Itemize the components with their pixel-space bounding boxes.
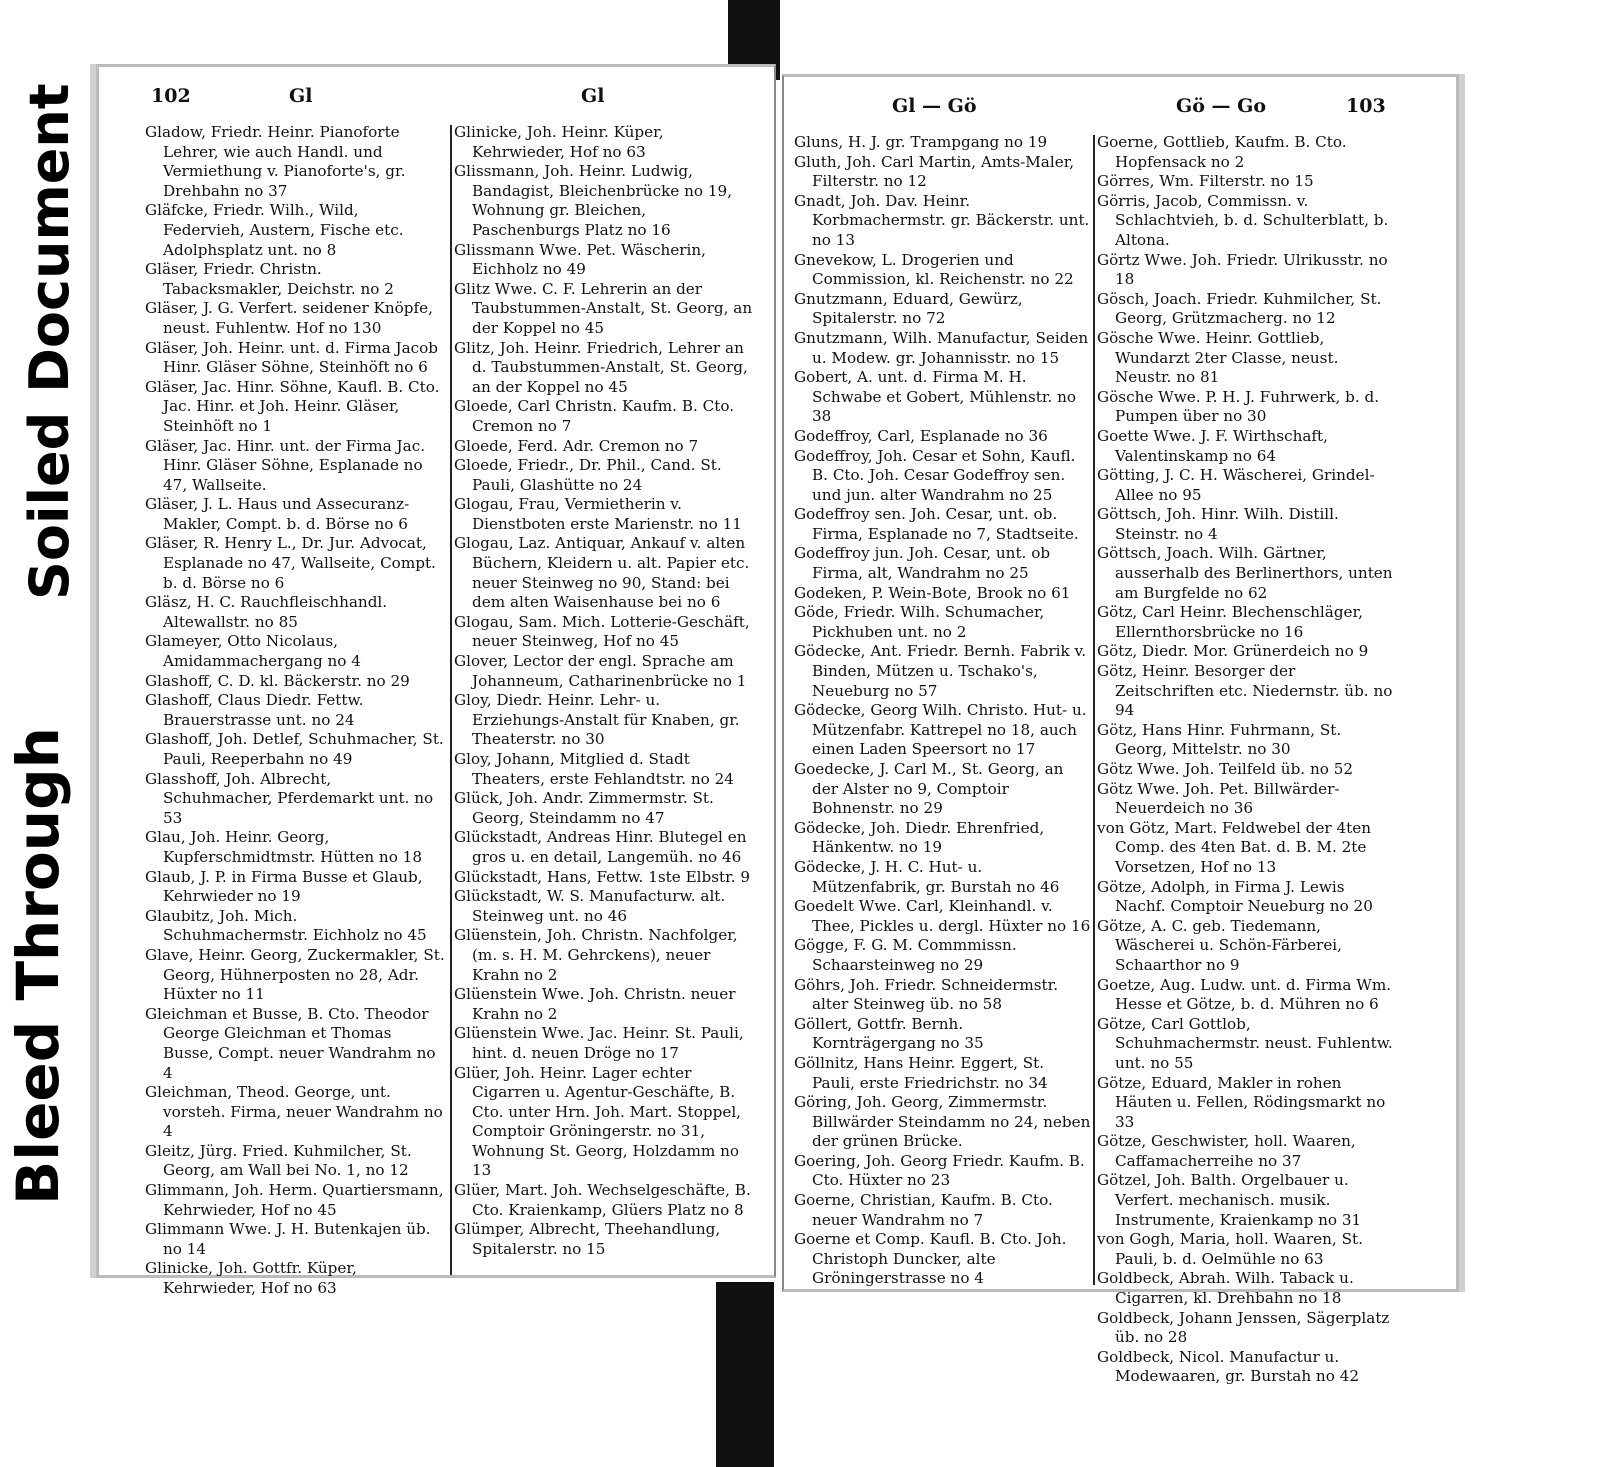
- directory-entry: Gläser, Jac. Hinr. Söhne, Kaufl. B. Cto. Jac. Hinr. et Joh. Heinr. Gläser, Steinhöft no 1: [145, 377, 440, 435]
- directory-entry: Gnevekow, L. Drogerien und Commission, kl. Reichenstr. no 22: [794, 250, 1074, 289]
- directory-entry: Glümper, Albrecht, Theehandlung, Spitalerstr. no 15: [454, 1220, 721, 1258]
- directory-entry: Goldbeck, Johann Jenssen, Sägerplatz üb. no 28: [1097, 1308, 1390, 1347]
- page-number: 103: [1346, 95, 1386, 117]
- column-rule: [1093, 135, 1095, 1285]
- directory-entry: Gödecke, Georg Wilh. Christo. Hut- u. Mützenfabr. Kattrepel no 18, auch einen Laden Speersort no 17: [794, 701, 1087, 759]
- directory-entry: Görtz Wwe. Joh. Friedr. Ulrikusstr. no 18: [1097, 250, 1388, 289]
- directory-entry: Goedelt Wwe. Carl, Kleinhandl. v. Thee, Pickles u. dergl. Hüxter no 16: [794, 897, 1091, 935]
- directory-entry: Godeken, P. Wein-Bote, Brook no 61: [794, 583, 1071, 602]
- directory-entry: Goerne, Gottlieb, Kaufm. B. Cto. Hopfensack no 2: [1097, 133, 1347, 171]
- directory-entry: Gleichman et Busse, B. Cto. Theodor George Gleichman et Thomas Busse, Compt. neuer Wandrahm no 4: [145, 1004, 436, 1082]
- directory-entry: Görris, Jacob, Commissn. v. Schlachtvieh, b. d. Schulterblatt, b. Altona.: [1097, 191, 1389, 249]
- spine-strip-bottom: [716, 1282, 774, 1467]
- directory-entry: Gläfcke, Friedr. Wilh., Wild, Federvieh, Austern, Fische etc. Adolphsplatz unt. no 8: [145, 201, 404, 259]
- directory-entry: Gladow, Friedr. Heinr. Pianoforte Lehrer, wie auch Handl. und Vermiethung v. Pianoforte's, gr. Drehbahn no 37: [145, 123, 406, 200]
- directory-entry: Glashoff, Joh. Detlef, Schuhmacher, St. Pauli, Reeperbahn no 49: [145, 730, 444, 768]
- directory-entry: Gnadt, Joh. Dav. Heinr. Korbmachermstr. gr. Bäckerstr. unt. no 13: [794, 191, 1090, 249]
- directory-entry: Goering, Joh. Georg Friedr. Kaufm. B. Cto. Hüxter no 23: [794, 1151, 1085, 1190]
- directory-entry: Gloede, Carl Christn. Kaufm. B. Cto. Cremon no 7: [454, 397, 735, 435]
- directory-entry: Göhrs, Joh. Friedr. Schneidermstr. alter Steinweg üb. no 58: [794, 975, 1059, 1014]
- directory-entry: Götting, J. C. H. Wäscherei, Grindel-Allee no 95: [1097, 466, 1375, 504]
- directory-entry: Glasshoff, Joh. Albrecht, Schuhmacher, Pferdemarkt unt. no 53: [145, 769, 434, 827]
- directory-entry: Glashoff, Claus Diedr. Fettw. Brauerstrasse unt. no 24: [145, 691, 364, 729]
- page-number: 102: [151, 85, 191, 107]
- directory-entry: Göde, Friedr. Wilh. Schumacher, Pickhuben unt. no 2: [794, 603, 1045, 641]
- directory-entry: Goedecke, J. Carl M., St. Georg, an der Alster no 9, Comptoir Bohnenstr. no 29: [794, 760, 1064, 818]
- directory-entry: Glaubitz, Joh. Mich. Schuhmachermstr. Eichholz no 45: [145, 906, 427, 945]
- directory-entry: Goldbeck, Abrah. Wilh. Taback u. Cigarren, kl. Drehbahn no 18: [1097, 1269, 1354, 1308]
- directory-entry: Godeffroy, Joh. Cesar et Sohn, Kaufl. B. Cto. Joh. Cesar Godeffroy sen. und jun. alter Wandrahm no 25: [794, 446, 1076, 504]
- directory-entry: Götz, Hans Hinr. Fuhrmann, St. Georg, Mittelstr. no 30: [1097, 720, 1342, 759]
- directory-entry: Götz, Diedr. Mor. Grünerdeich no 9: [1097, 642, 1369, 661]
- directory-entry: Gluth, Joh. Carl Martin, Amts-Maler, Filterstr. no 12: [794, 152, 1075, 191]
- directory-entry: Glitz Wwe. C. F. Lehrerin an der Taubstummen-Anstalt, St. Georg, an der Koppel no 45: [454, 279, 753, 337]
- directory-column: [145, 123, 445, 1298]
- directory-entry: Glückstadt, Hans, Fettw. 1ste Elbstr. 9: [454, 867, 751, 886]
- directory-entry: Götzel, Joh. Balth. Orgelbauer u. Verfert. mechanisch. musik. Instrumente, Kraienkamp no 31: [1097, 1171, 1362, 1229]
- directory-entry: Göttsch, Joach. Wilh. Gärtner, ausserhalb des Berlinerthors, unten am Burgfelde no 62: [1097, 544, 1393, 602]
- directory-entry: Glimmann Wwe. J. H. Butenkajen üb. no 14: [145, 1220, 431, 1258]
- column-rule: [450, 125, 452, 1275]
- directory-entry: Götze, Eduard, Makler in rohen Häuten u. Fellen, Rödingsmarkt no 33: [1097, 1073, 1386, 1131]
- directory-entry: Godeffroy, Carl, Esplanade no 36: [794, 426, 1048, 445]
- directory-entry: Götz, Heinr. Besorger der Zeitschriften etc. Niedernstr. üb. no 94: [1097, 662, 1393, 720]
- directory-entry: Gösche Wwe. Heinr. Gottlieb, Wundarzt 2ter Classe, neust. Neustr. no 81: [1097, 328, 1339, 387]
- directory-entry: Götz Wwe. Joh. Pet. Billwärder-Neuerdeich no 36: [1097, 779, 1340, 818]
- directory-entry: Gläser, J. G. Verfert. seidener Knöpfe, neust. Fuhlentw. Hof no 130: [145, 299, 433, 337]
- directory-entry: Glück, Joh. Andr. Zimmermstr. St. Georg, Steindamm no 47: [454, 789, 714, 827]
- right-page-header: [784, 95, 1456, 121]
- directory-entry: Gödecke, Ant. Friedr. Bernh. Fabrik v. Binden, Mützen u. Tschako's, Neueburg no 57: [794, 642, 1087, 700]
- directory-entry: Gösch, Joach. Friedr. Kuhmilcher, St. Georg, Grützmacherg. no 12: [1097, 289, 1382, 328]
- directory-entry: Goerne, Christian, Kaufm. B. Cto. neuer Wandrahm no 7: [794, 1191, 1053, 1229]
- directory-entry: Glüenstein Wwe. Jac. Heinr. St. Pauli, hint. d. neuen Dröge no 17: [454, 1024, 744, 1062]
- directory-entry: Glameyer, Otto Nicolaus, Amidammachergang no 4: [145, 632, 361, 671]
- directory-entry: Gloede, Ferd. Adr. Cremon no 7: [454, 436, 699, 455]
- directory-entry: von Götz, Mart. Feldwebel der 4ten Comp. des 4ten Bat. d. B. M. 2te Vorsetzen, Hof no 13: [1097, 818, 1371, 876]
- directory-entry: Glückstadt, Andreas Hinr. Blutegel en gros u. en detail, Langemüh. no 46: [454, 828, 747, 866]
- directory-entry: Götze, Adolph, in Firma J. Lewis Nachf. Comptoir Neueburg no 20: [1097, 877, 1373, 916]
- directory-entry: Gloy, Johann, Mitglied d. Stadt Theaters, erste Fehlandtstr. no 24: [454, 750, 734, 788]
- directory-entry: von Gogh, Maria, holl. Waaren, St. Pauli, b. d. Oelmühle no 63: [1097, 1230, 1363, 1268]
- directory-entry: Götze, A. C. geb. Tiedemann, Wäscherei u. Schön-Färberei, Schaarthor no 9: [1097, 916, 1342, 974]
- directory-entry: Gleichman, Theod. George, unt. vorsteh. Firma, neuer Wandrahm no 4: [145, 1083, 443, 1141]
- directory-entry: Glau, Joh. Heinr. Georg, Kupferschmidtmstr. Hütten no 18: [145, 828, 423, 866]
- directory-entry: Gloy, Diedr. Heinr. Lehr- u. Erziehungs-Anstalt für Knaben, gr. Theaterstr. no 30: [454, 691, 740, 749]
- directory-entry: Gloede, Friedr., Dr. Phil., Cand. St. Pauli, Glashütte no 24: [454, 456, 722, 494]
- directory-entry: Glinicke, Joh. Gottfr. Küper, Kehrwieder, Hof no 63: [145, 1259, 357, 1298]
- directory-entry: Gluns, H. J. gr. Trampgang no 19: [794, 133, 1048, 151]
- directory-entry: Glitz, Joh. Heinr. Friedrich, Lehrer an d. Taubstummen-Anstalt, St. Georg, an der Koppel no 45: [454, 338, 748, 396]
- directory-entry: Godeffroy jun. Joh. Cesar, unt. ob Firma, alt, Wandrahm no 25: [794, 544, 1051, 583]
- directory-entry: Glogau, Sam. Mich. Lotterie-Geschäft, neuer Steinweg, Hof no 45: [454, 612, 750, 651]
- directory-entry: Gnutzmann, Eduard, Gewürz, Spitalerstr. no 72: [794, 289, 1023, 328]
- directory-entry: Glüenstein Wwe. Joh. Christn. neuer Krahn no 2: [454, 985, 736, 1023]
- directory-entry: Göllert, Gottfr. Bernh. Kornträgergang no 35: [794, 1014, 984, 1053]
- right-page: [782, 74, 1459, 1386]
- directory-entry: Glinicke, Joh. Heinr. Küper, Kehrwieder, Hof no 63: [454, 123, 664, 161]
- left-page-header: [99, 85, 774, 111]
- side-note-bleed-text: Bleed Through: [4, 727, 72, 1205]
- running-head: Gl: [581, 85, 605, 107]
- directory-column: [1097, 133, 1397, 1386]
- directory-entry: Goldbeck, Nicol. Manufactur u. Modewaaren, gr. Burstah no 42: [1097, 1347, 1360, 1386]
- directory-entry: Goerne et Comp. Kaufl. B. Cto. Joh. Christoph Duncker, alte Gröningerstrasse no 4: [794, 1230, 1067, 1288]
- running-head: Gl: [289, 85, 313, 107]
- directory-column: [454, 123, 754, 1273]
- running-head: Gl — Gö: [892, 95, 977, 117]
- directory-entry: Götz, Carl Heinr. Blechenschläger, Ellernthorsbrücke no 16: [1097, 603, 1363, 641]
- directory-entry: Glissmann Wwe. Pet. Wäscherin, Eichholz no 49: [454, 240, 706, 279]
- directory-entry: Götz Wwe. Joh. Teilfeld üb. no 52: [1097, 760, 1354, 778]
- directory-entry: Götze, Geschwister, holl. Waaren, Caffamacherreihe no 37: [1097, 1132, 1356, 1170]
- directory-entry: Göllnitz, Hans Heinr. Eggert, St. Pauli, erste Friedrichstr. no 34: [794, 1053, 1048, 1092]
- directory-entry: Gösche Wwe. P. H. J. Fuhrwerk, b. d. Pumpen über no 30: [1097, 387, 1380, 426]
- directory-entry: Godeffroy sen. Joh. Cesar, unt. ob. Firma, Esplanade no 7, Stadtseite.: [794, 505, 1079, 543]
- directory-entry: Goette Wwe. J. F. Wirthschaft, Valentinskamp no 64: [1097, 426, 1328, 465]
- directory-entry: Glimmann, Joh. Herm. Quartiersmann, Kehrwieder, Hof no 45: [145, 1181, 444, 1219]
- directory-entry: Glückstadt, W. S. Manufacturw. alt. Steinweg unt. no 46: [454, 887, 726, 925]
- left-page: [96, 64, 776, 1298]
- directory-entry: Görres, Wm. Filterstr. no 15: [1097, 172, 1314, 191]
- directory-column: [794, 133, 1091, 1288]
- directory-entry: Gläser, J. L. Haus und Assecuranz-Makler, Compt. b. d. Börse no 6: [145, 495, 410, 533]
- directory-entry: Goetze, Aug. Ludw. unt. d. Firma Wm. Hesse et Götze, b. d. Mühren no 6: [1097, 975, 1392, 1014]
- directory-entry: Glüer, Joh. Heinr. Lager echter Cigarren u. Agentur-Geschäfte, B. Cto. unter Hrn. Joh. Mart. Stoppel, Comptoir Gröningerstr. no 31, Wohnung St. Georg, Holzdamm no 13: [454, 1063, 741, 1180]
- directory-entry: Götze, Carl Gottlob, Schuhmachermstr. neust. Fuhlentw. unt. no 55: [1097, 1014, 1393, 1072]
- directory-entry: Glashoff, C. D. kl. Bäckerstr. no 29: [145, 671, 410, 690]
- directory-entry: Gobert, A. unt. d. Firma M. H. Schwabe et Gobert, Mühlenstr. no 38: [794, 368, 1077, 426]
- directory-entry: Gläser, Friedr. Christn. Tabacksmakler, Deichstr. no 2: [145, 260, 394, 298]
- directory-entry: Gnutzmann, Wilh. Manufactur, Seiden u. Modew. gr. Johannisstr. no 15: [794, 328, 1089, 367]
- directory-entry: Glüenstein, Joh. Christn. Nachfolger, (m. s. H. M. Gehrckens), neuer Krahn no 2: [454, 926, 738, 984]
- directory-entry: Glissmann, Joh. Heinr. Ludwig, Bandagist, Bleichenbrücke no 19, Wohnung gr. Bleichen, Paschenburgs Platz no 16: [454, 162, 733, 239]
- directory-entry: Gläser, Joh. Heinr. unt. d. Firma Jacob Hinr. Gläser Söhne, Steinhöft no 6: [145, 338, 439, 377]
- directory-entry: Gleitz, Jürg. Fried. Kuhmilcher, St. Georg, am Wall bei No. 1, no 12: [145, 1141, 412, 1180]
- directory-entry: Gläsz, H. C. Rauchfleischhandl. Altewallstr. no 85: [145, 593, 388, 631]
- running-head: Gö — Go: [1176, 95, 1267, 117]
- directory-entry: Glüer, Mart. Joh. Wechselgeschäfte, B. Cto. Kraienkamp, Glüers Platz no 8: [454, 1181, 751, 1219]
- directory-entry: Glogau, Laz. Antiquar, Ankauf v. alten Büchern, Kleidern u. alt. Papier etc. neuer Steinweg no 90, Stand: bei dem alten Waisenhause bei no 6: [454, 534, 750, 612]
- side-note-soiled-text: Soiled Document: [18, 83, 81, 600]
- directory-entry: Gödecke, Joh. Diedr. Ehrenfried, Hänkentw. no 19: [794, 818, 1045, 857]
- directory-entry: Gläser, R. Henry L., Dr. Jur. Advocat, Esplanade no 47, Wallseite, Compt. b. d. Börse no 6: [145, 534, 436, 592]
- directory-entry: Glave, Heinr. Georg, Zuckermakler, St. Georg, Hühnerposten no 28, Adr. Hüxter no 11: [145, 945, 445, 1004]
- directory-entry: Glaub, J. P. in Firma Busse et Glaub, Kehrwieder no 19: [145, 867, 423, 906]
- directory-entry: Gläser, Jac. Hinr. unt. der Firma Jac. Hinr. Gläser Söhne, Esplanade no 47, Wallseite.: [145, 436, 426, 494]
- directory-entry: Glogau, Frau, Vermietherin v. Dienstboten erste Marienstr. no 11: [454, 495, 742, 533]
- directory-entry: Gögge, F. G. M. Commmissn. Schaarsteinweg no 29: [794, 936, 1017, 974]
- directory-entry: Göring, Joh. Georg, Zimmermstr. Billwärder Steindamm no 24, neben der grünen Brücke.: [794, 1093, 1091, 1151]
- directory-entry: Göttsch, Joh. Hinr. Wilh. Distill. Steinstr. no 4: [1097, 505, 1339, 543]
- directory-entry: Glover, Lector der engl. Sprache am Johanneum, Catharinenbrücke no 1: [454, 652, 747, 690]
- directory-entry: Gödecke, J. H. C. Hut- u. Mützenfabrik, gr. Burstah no 46: [794, 857, 1060, 896]
